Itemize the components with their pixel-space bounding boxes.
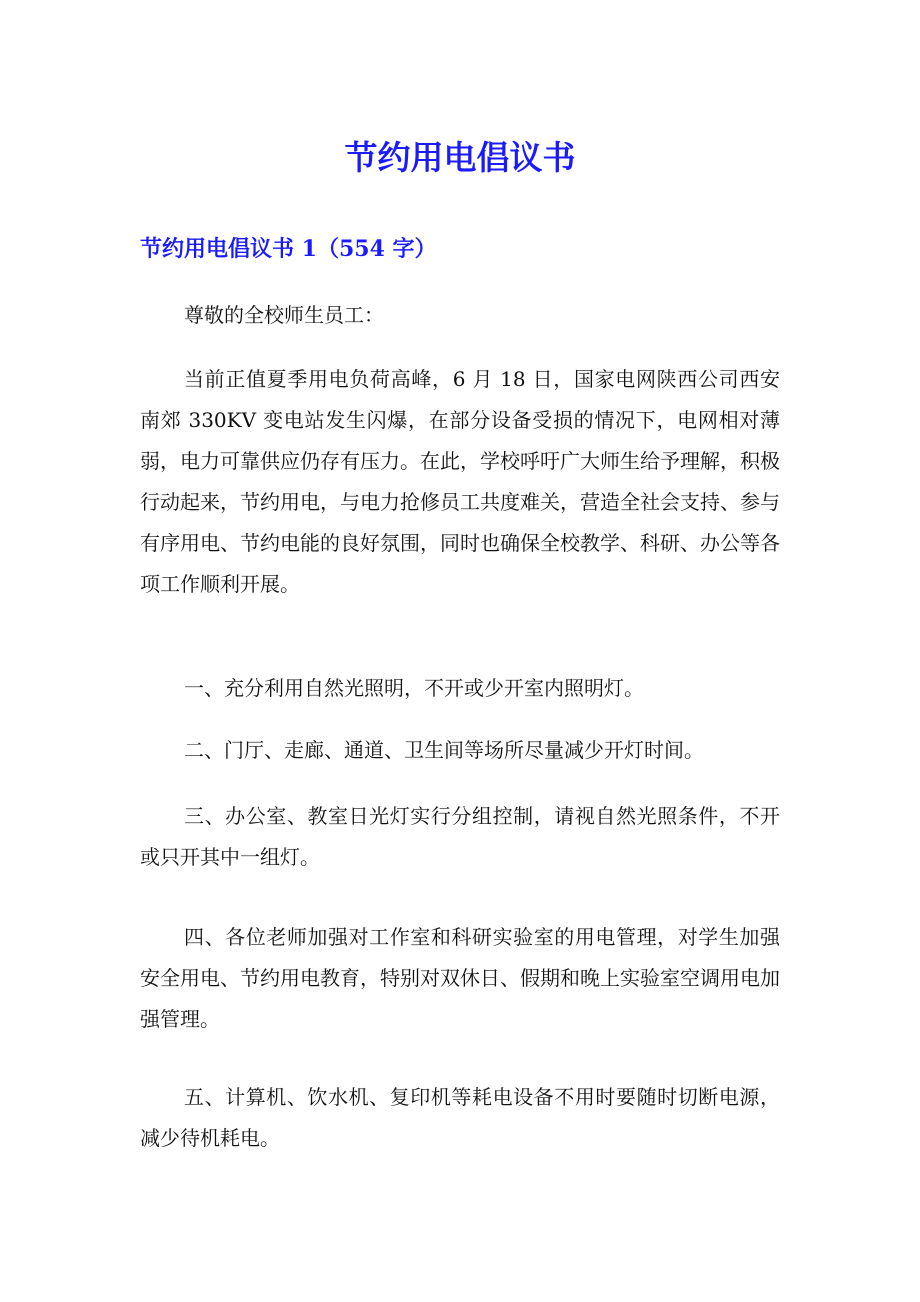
section-heading: 节约用电倡议书 1（554 字） bbox=[140, 236, 437, 262]
proposal-item-1: 一、充分利用自然光照明，不开或少开室内照明灯。 bbox=[184, 676, 644, 700]
proposal-item-2: 二、门厅、走廊、通道、卫生间等场所尽量减少开灯时间。 bbox=[184, 738, 704, 762]
proposal-item-5: 五、计算机、饮水机、复印机等耗电设备不用时要随时切断电源，减少待机耗电。 bbox=[140, 1085, 780, 1150]
proposal-item-3: 三、办公室、教室日光灯实行分组控制，请视自然光照条件，不开或只开其中一组灯。 bbox=[140, 804, 780, 869]
document-title: 节约用电倡议书 bbox=[344, 138, 576, 177]
proposal-item-4: 四、各位老师加强对工作室和科研实验室的用电管理，对学生加强安全用电、节约用电教育，特别对双休日、假期和晚上实验室空调用电加强管理。 bbox=[140, 925, 780, 1031]
intro-paragraph: 当前正值夏季用电负荷高峰，6 月 18 日，国家电网陕西公司西安南郊 330KV 变电站发生闪爆，在部分设备受损的情况下，电网相对薄弱，电力可靠供应仍存有压力。在此，学校呼吁广大师生给予理解，积极行动起来，节约用电，与电力抢修员工共度难关，营造全社会支持、参与有序用电、节约电能的良好氛围，同时也确保全校教学、科研、办公等各项工作顺利开展。 bbox=[140, 367, 780, 596]
salutation: 尊敬的全校师生员工： bbox=[184, 303, 384, 327]
